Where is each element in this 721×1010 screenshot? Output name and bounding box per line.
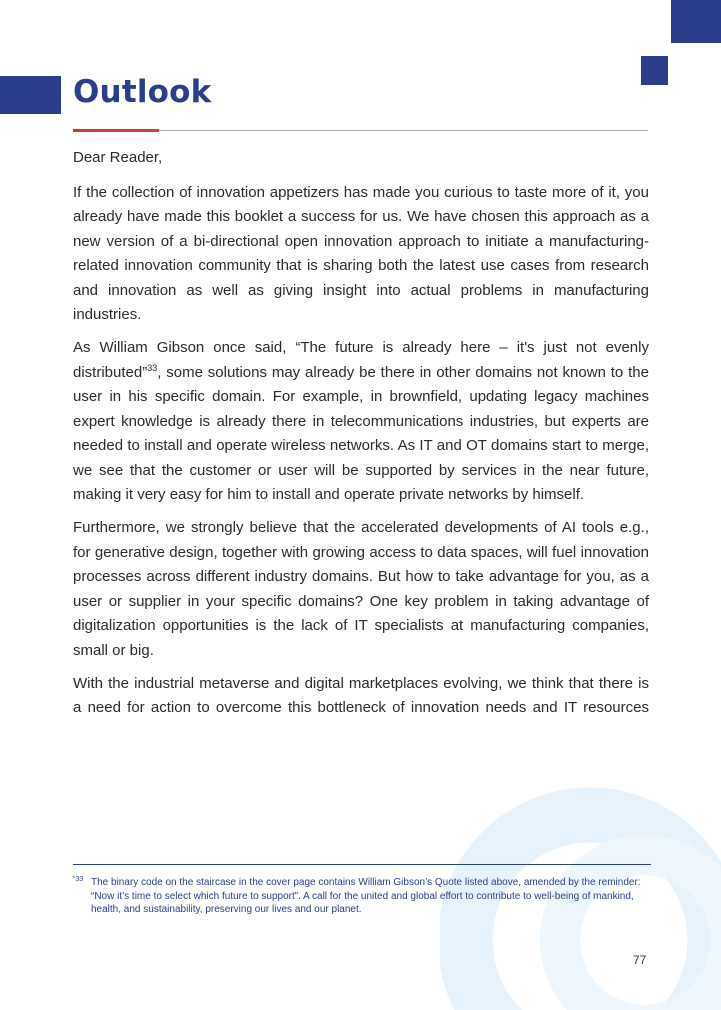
paragraph-gibson [73,336,649,508]
footnote [73,876,653,917]
paragraph-ai-tools: Furthermore, we strongly believe that the accelerated developments of AI tools e.g., for generative design, together with growing access to data spaces, will fuel innovation processes across different industry domains. But how to take advantage for you, as a user or supplier in your specific domains? One key problem in taking advantage of digitalization opportunities is the lack of IT specialists at manufacturing companies, small or big. [73,519,649,659]
footnote-separator [73,864,651,865]
gibson-quote-text: As William Gibson once said, “The future is already here – it's just not evenly distributed” [73,339,649,381]
gibson-paragraph-rest: , some solutions may already be there in other domains not known to the user in his specific domain. For example, in brownfield, updating legacy machines expert knowledge is already there in telecommunications industries, but experts are needed to install and operate wireless networks. As IT and OT domains start to merge, we see that the customer or user will be supported by services in the near future, making it very easy for him to install and operate private networks by himself. [73,363,649,503]
footnote-reference[interactable]: 33 [147,362,158,373]
title-bar-decoration [0,76,61,114]
page-title: Outlook [73,74,212,110]
paragraph-metaverse: With the industrial metaverse and digital marketplaces evolving, we think that there is a need for action to overcome this bottleneck of innovation needs and IT resources [73,674,649,716]
footnote-mark: “33 [73,876,84,883]
footnote-text: The binary code on the staircase in the cover page contains William Gibson’s Quote listed above, amended by the reminder: “Now it’s time to select which future to support”. A call for the united and global effort to contribute to well-being of mankind, health, and sustainability, preserving our lives and our planet. [91,877,641,915]
title-accent-underline [73,129,159,132]
body-text [73,146,649,729]
paragraph-intro: If the collection of innovation appetizers has made you curious to taste more of it, you already have made this booklet a success for us. We have chosen this approach as a new version of a bi-directional open innovation approach to initiate a manufacturing-related innovation community that is sharing both the latest use cases from research and innovation as well as giving insight into actual problems in manufacturing industries. [73,183,649,323]
salutation: Dear Reader, [73,149,163,166]
title-underline [73,130,648,131]
corner-square-decoration [671,0,721,43]
page-number: 77 [633,953,647,967]
small-square-decoration [641,56,668,85]
